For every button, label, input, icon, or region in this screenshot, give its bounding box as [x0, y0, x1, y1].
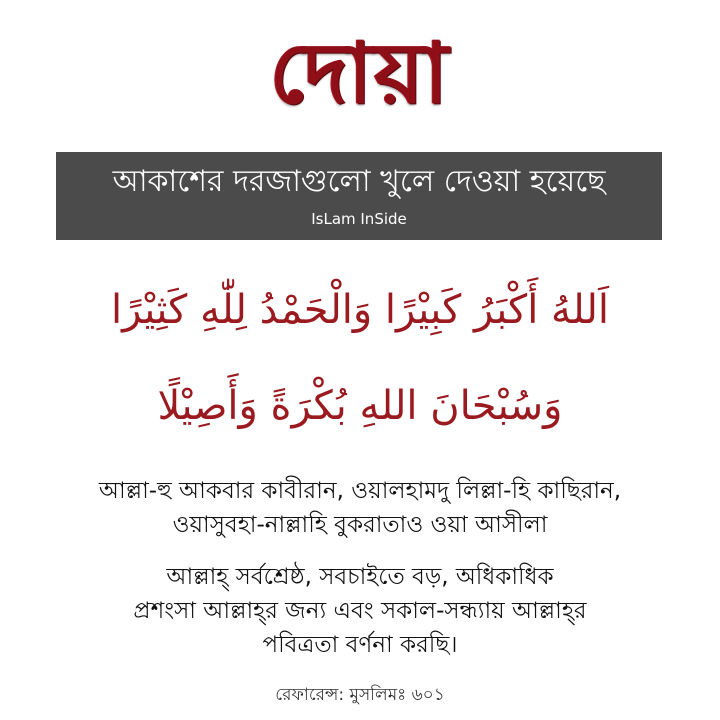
banner-heading: আকাশের দরজাগুলো খুলে দেওয়া হয়েছে: [112, 164, 606, 199]
heading-banner: [56, 152, 662, 240]
arabic-text-line-1: اَللهُ أَكْبَرُ كَبِيْرًا وَالْحَمْدُ لِلّٰهِ كَثِيْرًا: [110, 287, 610, 333]
transliteration-line-2: ওয়াসুবহা-নাল্লাহি বুকরাতাও ওয়া আসীলা: [172, 512, 548, 538]
meaning-line-3: পবিত্রতা বর্ণনা করছি।: [262, 632, 458, 658]
reference-text: রেফারেন্স: মুসলিমঃ ৬০১: [275, 685, 445, 705]
meaning-line-2: প্রশংসা আল্লাহ্‌র জন্য এবং সকাল-সন্ধ্যায় আল্লাহ্‌র: [133, 598, 587, 624]
transliteration-line-1: আল্লা-হু আকবার কাবীরান, ওয়ালহামদু লিল্লা-হি কাছিরান,: [98, 478, 622, 504]
banner-watermark: IsLam InSide: [311, 210, 407, 228]
meaning-line-1: আল্লাহ্ সর্বশ্রেষ্ঠ, সবচাইতে বড়, অধিকাধিক: [166, 564, 554, 590]
arabic-text-line-2: وَسُبْحَانَ اللهِ بُكْرَةً وَأَصِيْلًا: [157, 383, 563, 429]
page-title: দোয়া: [269, 23, 451, 122]
meaning-block: [30, 560, 690, 662]
transliteration-block: [20, 474, 700, 542]
